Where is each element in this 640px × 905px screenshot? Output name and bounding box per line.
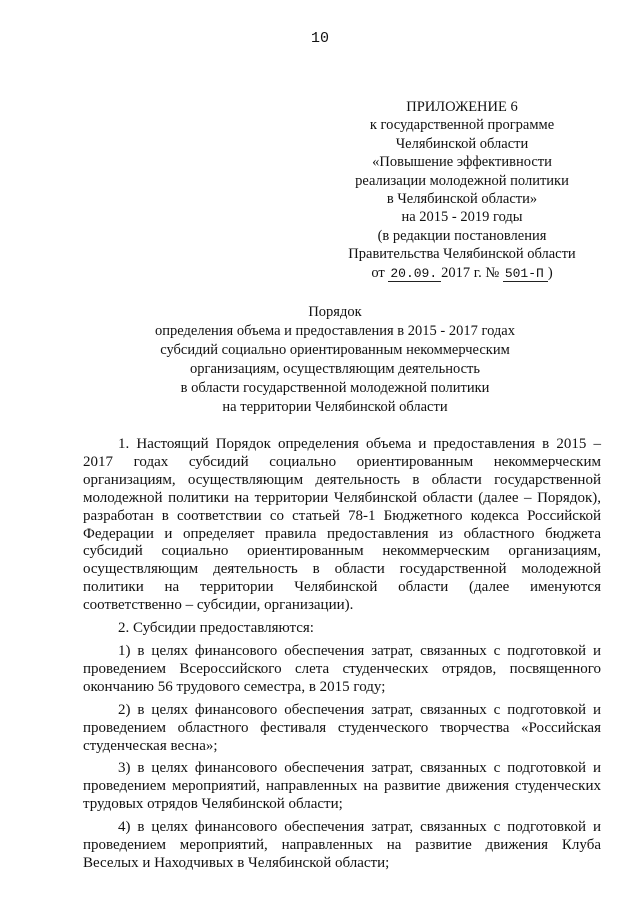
annex-block <box>322 98 602 283</box>
title-line: в области государственной молодежной политики <box>180 380 490 396</box>
text-line: молодежной политики на территории Челябинской области (далее – Порядок), <box>83 489 601 506</box>
annex-line: Правительства Челябинской области <box>348 246 576 263</box>
list-item <box>83 643 601 697</box>
paragraph-1 <box>83 436 601 615</box>
annex-date-line <box>322 264 602 283</box>
text-line: осуществляющим деятельность в области государственной молодежной <box>83 561 601 578</box>
text-line: проведением областного фестиваля студенческого творчества «Российская <box>83 719 601 736</box>
text-line: 1) в целях финансового обеспечения затрат, связанных с подготовкой и <box>118 642 601 659</box>
list-item <box>83 702 601 756</box>
decree-number: 501-П <box>503 266 548 282</box>
document-title <box>100 303 570 417</box>
text-line: разработан в соответствии со статьей 78-1 Бюджетного кодекса Российской <box>83 507 601 524</box>
list-item <box>83 819 601 873</box>
text-line: проведением мероприятий, направленных на развитие движения Клуба <box>83 837 601 854</box>
annex-line: (в редакции постановления <box>377 227 547 244</box>
text-line: студенческая весна»; <box>83 737 218 754</box>
text-line: Веселых и Находчивых в Челябинской области; <box>83 854 390 871</box>
text-line: 4) в целях финансового обеспечения затрат, связанных с подготовкой и <box>118 819 601 836</box>
paragraph-2: 2. Субсидии предоставляются: <box>118 620 314 637</box>
title-line: определения объема и предоставления в 2015 - 2017 годах <box>155 323 515 339</box>
title-line: организациям, осуществляющим деятельность <box>190 361 480 377</box>
page-number: 10 <box>310 30 329 47</box>
annex-line: «Повышение эффективности <box>372 154 552 171</box>
date-value: 20.09. <box>388 266 441 282</box>
title-line: на территории Челябинской области <box>222 399 448 415</box>
document-body <box>83 436 601 873</box>
text-line: трудовых отрядов Челябинской области; <box>83 796 343 813</box>
annex-line: в Челябинской области» <box>386 191 538 208</box>
closing-paren: ) <box>547 264 553 281</box>
list-item <box>83 760 601 814</box>
text-line: Федерации и определяет правила предоставления из областного бюджета <box>83 525 601 542</box>
title-line: субсидий социально ориентированным некоммерческим <box>160 342 510 358</box>
text-line: политики на территории Челябинской области (далее именуются <box>83 579 601 596</box>
annex-line: на 2015 - 2019 годы <box>401 209 523 226</box>
text-line: проведением Всероссийского слета студенческих отрядов, посвященного <box>83 660 601 677</box>
text-line: субсидий социально ориентированным некоммерческим организациям, <box>83 543 601 560</box>
text-line: организациям, осуществляющим деятельность в области государственной <box>83 471 601 488</box>
text-line: 3) в целях финансового обеспечения затрат, связанных с подготовкой и <box>118 760 601 777</box>
annex-line: реализации молодежной политики <box>355 172 569 189</box>
title-heading: Порядок <box>308 304 362 320</box>
year-text: 2017 г. № <box>441 264 500 281</box>
text-line: 2) в целях финансового обеспечения затрат, связанных с подготовкой и <box>118 701 601 718</box>
annex-heading: ПРИЛОЖЕНИЕ 6 <box>406 99 518 115</box>
text-line: 2017 годах субсидий социально ориентированным некоммерческим <box>83 453 601 470</box>
text-line: 1. Настоящий Порядок определения объема и предоставления в 2015 – <box>118 436 601 452</box>
text-line: соответственно – субсидии, организации). <box>83 597 354 614</box>
text-line: проведением мероприятий, направленных на развитие движения студенческих <box>83 778 601 795</box>
annex-line: к государственной программе <box>369 117 555 134</box>
annex-line: Челябинской области <box>395 135 529 152</box>
text-line: окончанию 56 трудового семестра, в 2015 году; <box>83 678 386 695</box>
date-prefix: от <box>371 264 385 281</box>
